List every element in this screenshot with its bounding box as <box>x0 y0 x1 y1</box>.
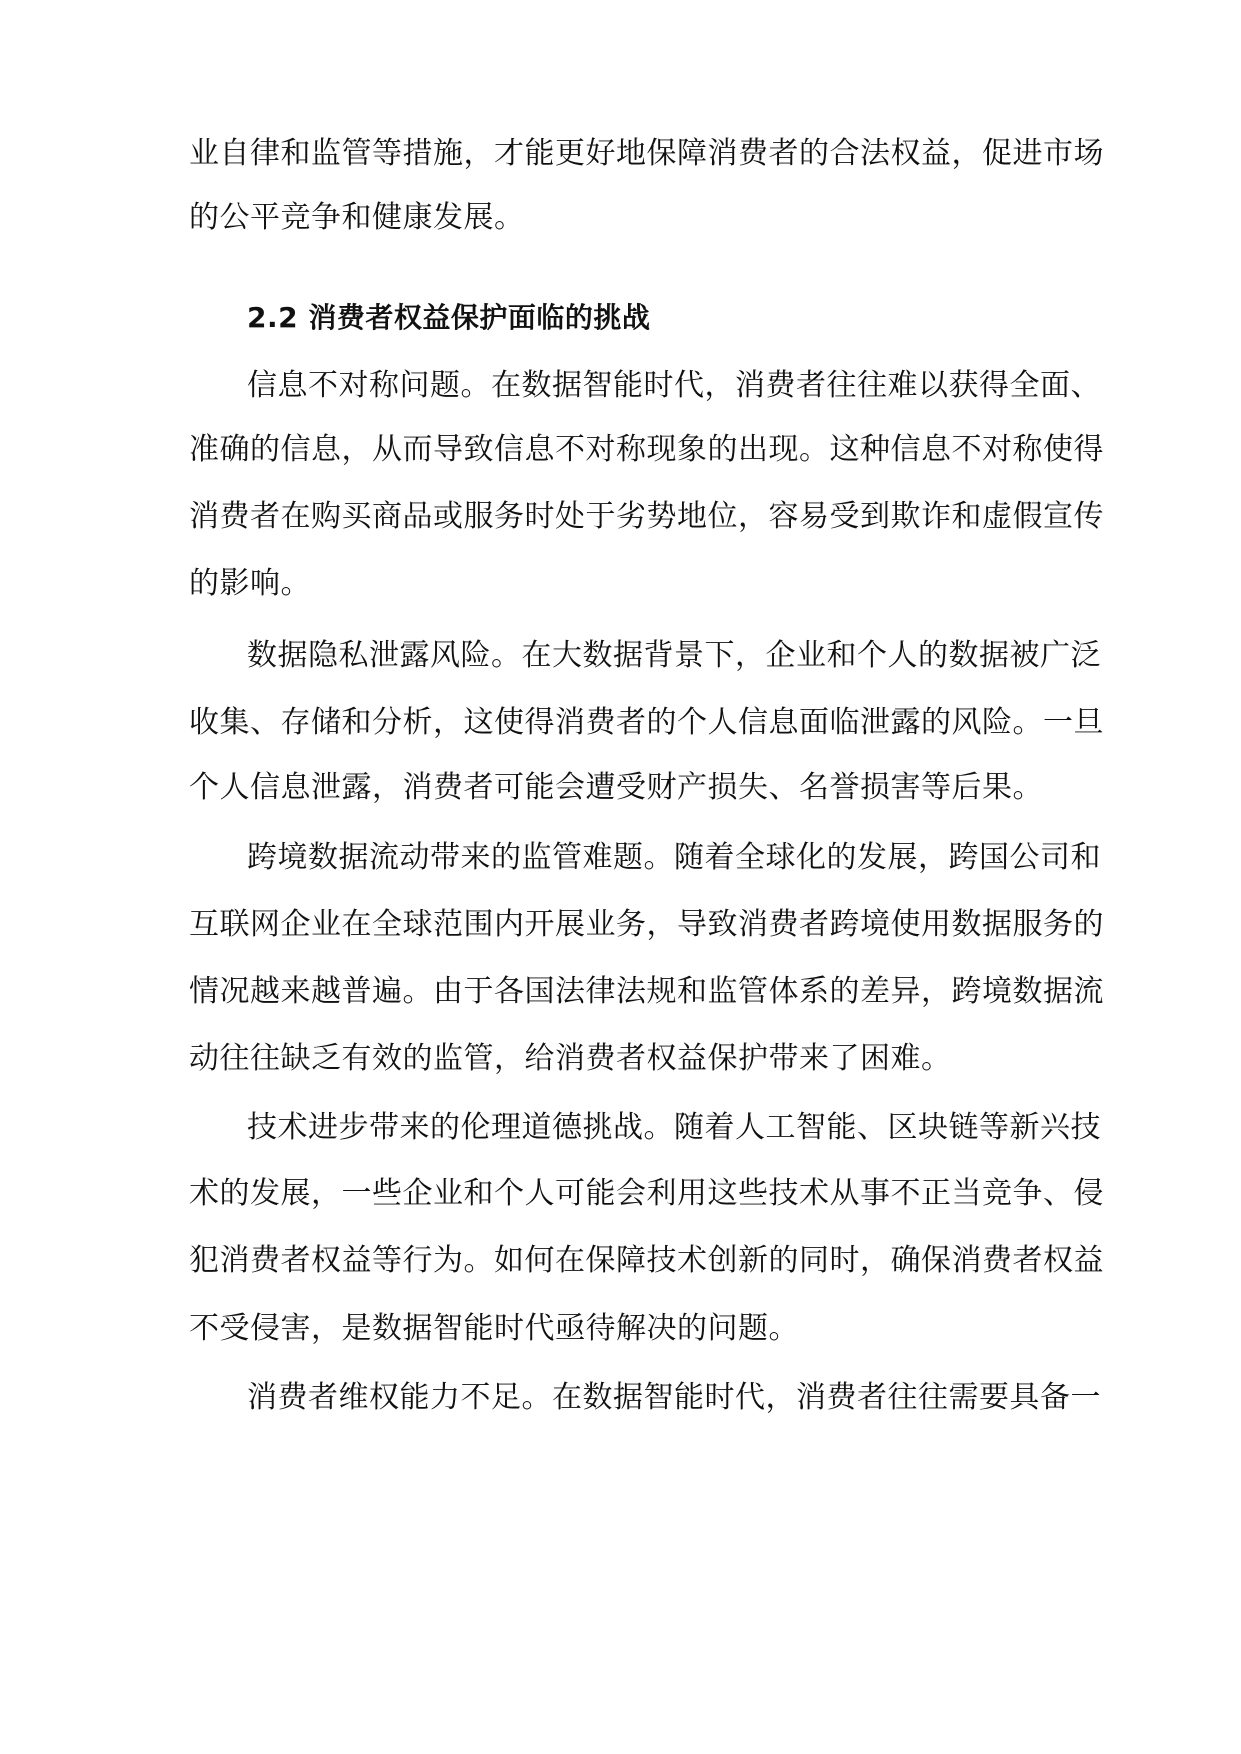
paragraph-4-line-3: 犯消费者权益等行为。如何在保障技术创新的同时，确保消费者权益 <box>189 1243 1104 1278</box>
paragraph-4-line-4: 不受侵害，是数据智能时代亟待解决的问题。 <box>189 1311 799 1346</box>
paragraph-3-line-4: 动往往缺乏有效的监管，给消费者权益保护带来了困难。 <box>189 1041 952 1076</box>
paragraph-5-line-1: 消费者维权能力不足。在数据智能时代，消费者往往需要具备一 <box>247 1380 1101 1415</box>
paragraph-1-line-1: 信息不对称问题。在数据智能时代，消费者往往难以获得全面、 <box>247 368 1101 403</box>
paragraph-1-line-2: 准确的信息，从而导致信息不对称现象的出现。这种信息不对称使得 <box>189 432 1104 467</box>
section-heading: 2.2 消费者权益保护面临的挑战 <box>247 301 651 334</box>
paragraph-3-line-3: 情况越来越普遍。由于各国法律法规和监管体系的差异，跨境数据流 <box>189 974 1104 1009</box>
paragraph-1-line-3: 消费者在购买商品或服务时处于劣势地位，容易受到欺诈和虚假宣传 <box>189 499 1104 534</box>
paragraph-2-line-2: 收集、存储和分析，这使得消费者的个人信息面临泄露的风险。一旦 <box>189 705 1104 740</box>
paragraph-3-line-1: 跨境数据流动带来的监管难题。随着全球化的发展，跨国公司和 <box>247 840 1101 875</box>
intro-line-1: 业自律和监管等措施，才能更好地保障消费者的合法权益，促进市场 <box>189 136 1104 171</box>
paragraph-2-line-3: 个人信息泄露，消费者可能会遭受财产损失、名誉损害等后果。 <box>189 770 1043 805</box>
paragraph-4-line-1: 技术进步带来的伦理道德挑战。随着人工智能、区块链等新兴技 <box>247 1110 1101 1145</box>
paragraph-1-line-4: 的影响。 <box>189 566 311 601</box>
intro-line-2: 的公平竞争和健康发展。 <box>189 200 525 235</box>
paragraph-3-line-2: 互联网企业在全球范围内开展业务，导致消费者跨境使用数据服务的 <box>189 907 1104 942</box>
paragraph-2-line-1: 数据隐私泄露风险。在大数据背景下，企业和个人的数据被广泛 <box>247 638 1101 673</box>
paragraph-4-line-2: 术的发展，一些企业和个人可能会利用这些技术从事不正当竞争、侵 <box>189 1176 1104 1211</box>
